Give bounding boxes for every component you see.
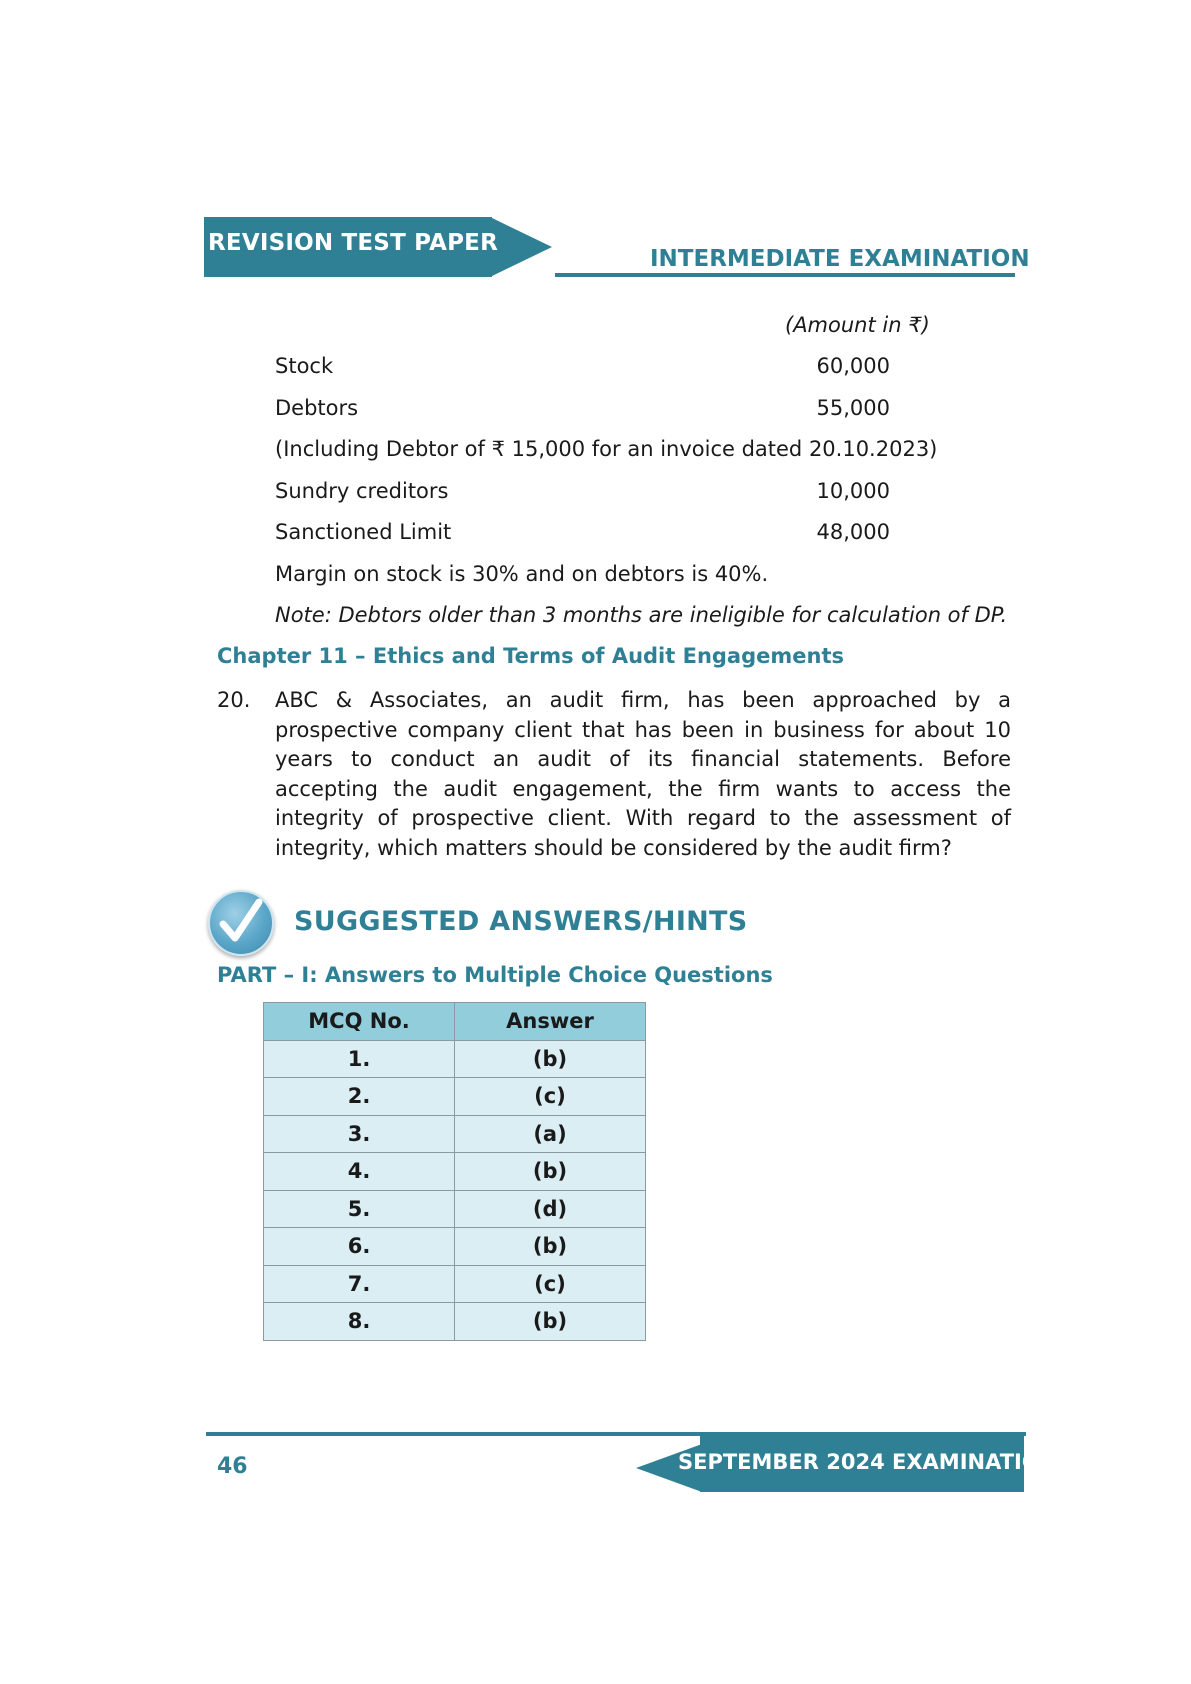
header-right-title: INTERMEDIATE EXAMINATION bbox=[650, 246, 1030, 272]
row-label-debtors: Debtors bbox=[275, 396, 359, 420]
column-header-answer: Answer bbox=[455, 1003, 646, 1041]
answer-cell: (b) bbox=[455, 1303, 646, 1341]
answer-cell: (c) bbox=[455, 1265, 646, 1303]
question-number: 20. bbox=[217, 688, 251, 712]
table-row bbox=[264, 1190, 646, 1228]
mcq-number-cell: 8. bbox=[264, 1303, 455, 1341]
table-row bbox=[264, 1265, 646, 1303]
note-text: Note: Debtors older than 3 months are ineligible for calculation of DP. bbox=[275, 603, 1008, 627]
question-text: ABC & Associates, an audit firm, has been approached by a prospective company client that has been in business for about 10 years to conduct an audit of its financial statements. Before accepting the audit engagement, the firm wants to access the integrity of prospective client. With regard to the assessment of integrity, which matters should be considered by the audit firm? bbox=[275, 688, 1011, 860]
mcq-number-cell: 5. bbox=[264, 1190, 455, 1228]
mcq-number-cell: 3. bbox=[264, 1115, 455, 1153]
answer-cell: (d) bbox=[455, 1190, 646, 1228]
answer-cell: (a) bbox=[455, 1115, 646, 1153]
header-banner-arrow bbox=[490, 217, 552, 277]
row-amount-sanctioned-limit: 48,000 bbox=[816, 520, 890, 544]
mcq-number-cell: 4. bbox=[264, 1153, 455, 1191]
amount-heading: (Amount in ₹) bbox=[785, 313, 930, 337]
chapter-title: Chapter 11 – Ethics and Terms of Audit Engagements bbox=[217, 644, 844, 668]
answer-cell: (b) bbox=[455, 1228, 646, 1266]
footer-exam-label: SEPTEMBER 2024 EXAMINATION bbox=[678, 1450, 1058, 1474]
header-rule bbox=[555, 273, 1015, 277]
checkmark-icon bbox=[208, 890, 274, 956]
margin-text: Margin on stock is 30% and on debtors is 40%. bbox=[275, 562, 769, 586]
mcq-number-cell: 7. bbox=[264, 1265, 455, 1303]
table-row bbox=[264, 1228, 646, 1266]
part-title: PART – I: Answers to Multiple Choice Questions bbox=[217, 963, 773, 987]
table-row bbox=[264, 1303, 646, 1341]
table-row bbox=[264, 1115, 646, 1153]
row-label-sanctioned-limit: Sanctioned Limit bbox=[275, 520, 452, 544]
mcq-number-cell: 1. bbox=[264, 1040, 455, 1078]
mcq-number-cell: 6. bbox=[264, 1228, 455, 1266]
row-amount-debtors: 55,000 bbox=[816, 396, 890, 420]
row-label-stock: Stock bbox=[275, 354, 334, 378]
table-row bbox=[264, 1040, 646, 1078]
table-header-row bbox=[264, 1003, 646, 1041]
row-amount-stock: 60,000 bbox=[816, 354, 890, 378]
answer-cell: (b) bbox=[455, 1040, 646, 1078]
column-header-mcq-no: MCQ No. bbox=[264, 1003, 455, 1041]
mcq-answer-table bbox=[263, 1002, 646, 1341]
answer-cell: (c) bbox=[455, 1078, 646, 1116]
suggested-answers-heading: SUGGESTED ANSWERS/HINTS bbox=[294, 906, 748, 937]
row-amount-sundry-creditors: 10,000 bbox=[816, 479, 890, 503]
mcq-number-cell: 2. bbox=[264, 1078, 455, 1116]
table-row bbox=[264, 1078, 646, 1116]
page-number: 46 bbox=[217, 1454, 248, 1479]
header-left-title: REVISION TEST PAPER bbox=[208, 230, 498, 256]
row-label-including-debtor: (Including Debtor of ₹ 15,000 for an invoice dated 20.10.2023) bbox=[275, 437, 938, 461]
row-label-sundry-creditors: Sundry creditors bbox=[275, 479, 449, 503]
answer-cell: (b) bbox=[455, 1153, 646, 1191]
table-row bbox=[264, 1153, 646, 1191]
